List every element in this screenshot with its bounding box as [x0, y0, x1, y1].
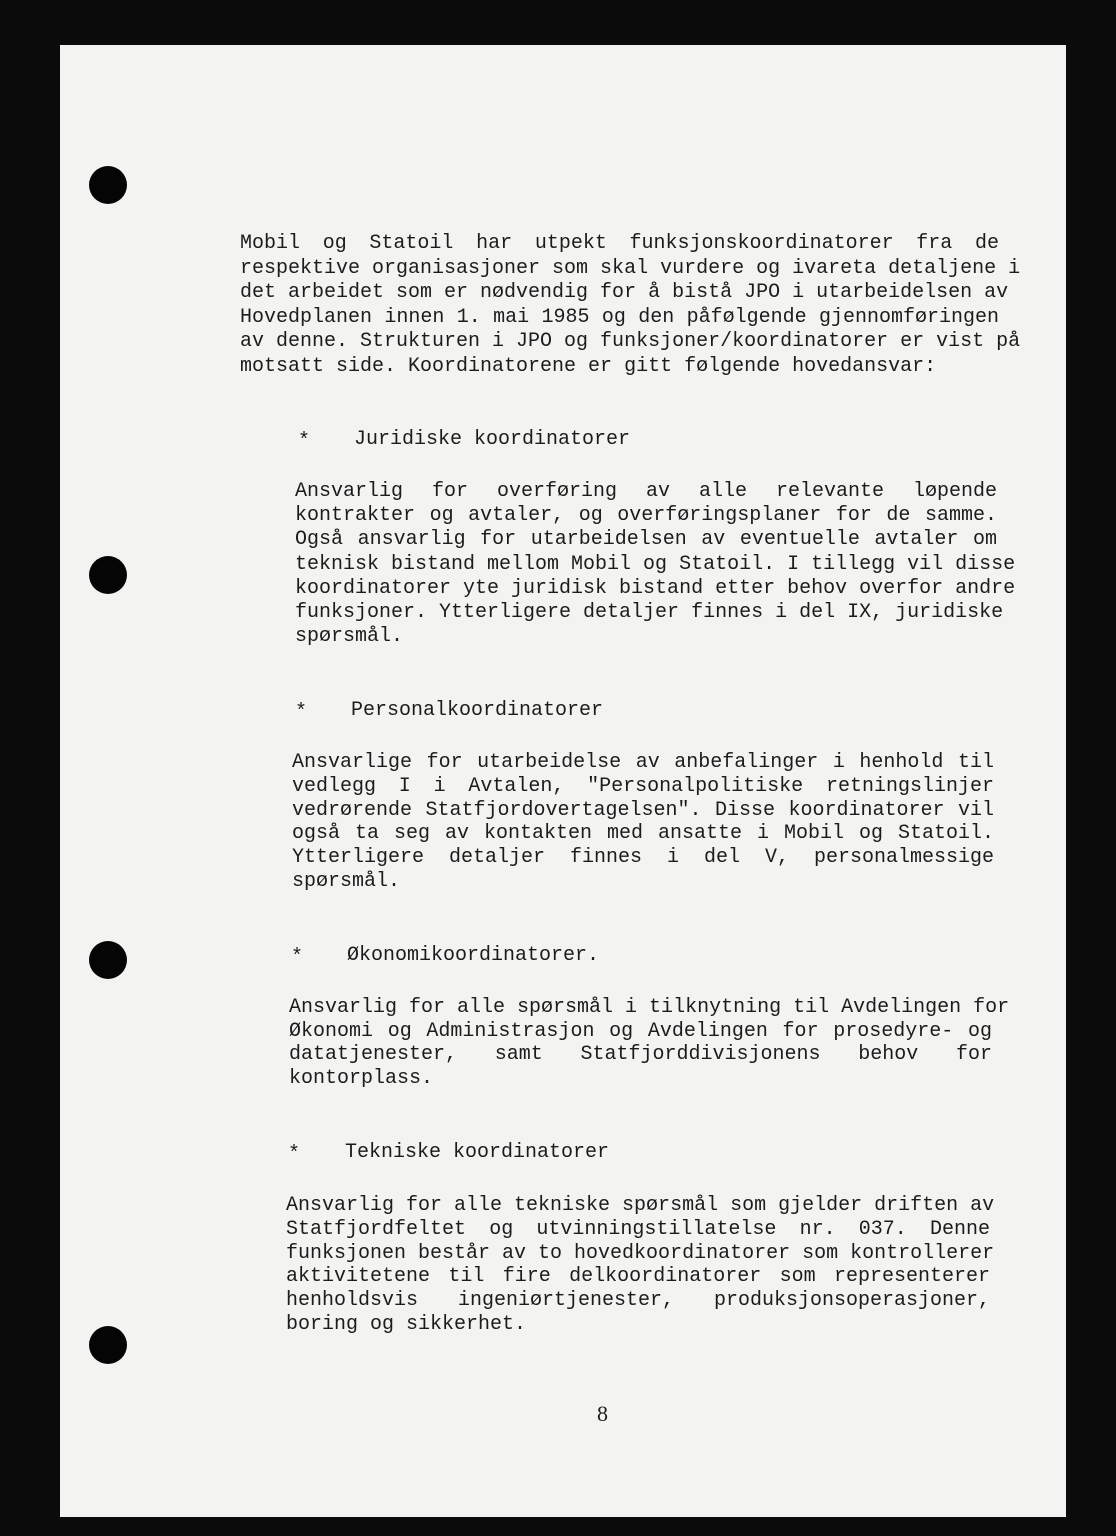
bullet-star-icon: *: [295, 701, 308, 724]
section-heading: Tekniske koordinatorer: [345, 1141, 610, 1164]
section-paragraph-line: koordinatorer yte juridisk bistand etter behov overfor andre: [295, 576, 1016, 600]
section-paragraph-line: datatjenester, samt Statfjorddivisjonens behov for: [289, 1043, 992, 1067]
section-paragraph-line: funksjonen består av to hovedkoordinatorer som kontrollerer: [286, 1241, 995, 1265]
section-paragraph-line: spørsmål.: [292, 870, 401, 893]
section-heading: Juridiske koordinatorer: [354, 428, 631, 451]
intro-paragraph-line: motsatt side. Koordinatorene er gitt følgende hovedansvar:: [240, 355, 937, 378]
section-paragraph-line: Ansvarlig for overføring av alle relevante løpende: [295, 480, 997, 503]
section-paragraph-line: henholdsvis ingeniørtjenester, produksjonsoperasjoner,: [286, 1289, 990, 1313]
section-paragraph-line: vedlegg I i Avtalen, "Personalpolitiske retningslinjer: [292, 774, 994, 798]
intro-paragraph-line: det arbeidet som er nødvendig for å bistå JPO i utarbeidelsen av: [240, 281, 1009, 305]
section-paragraph-line: Ytterligere detaljer finnes i del V, personalmessige: [292, 846, 994, 870]
punch-hole: [89, 941, 127, 979]
section-heading: Personalkoordinatorer: [351, 699, 604, 722]
section-paragraph-line: funksjoner. Ytterligere detaljer finnes i del IX, juridiske: [295, 601, 1004, 624]
section-paragraph-line: Også ansvarlig for utarbeidelsen av eventuelle avtaler om: [295, 528, 997, 552]
intro-paragraph-line: Mobil og Statoil har utpekt funksjonskoordinatorer fra de: [240, 232, 999, 255]
page-number: 8: [597, 1401, 608, 1426]
section-paragraph-line: Ansvarlig for alle spørsmål i tilknytning til Avdelingen for: [289, 996, 1010, 1019]
intro-paragraph-line: av denne. Strukturen i JPO og funksjoner/koordinatorer er vist på: [240, 330, 1021, 354]
section-paragraph-line: teknisk bistand mellom Mobil og Statoil. I tillegg vil disse: [295, 552, 1016, 576]
section-paragraph-line: aktivitetene til fire delkoordinatorer som representerer: [286, 1265, 990, 1289]
section-paragraph-line: kontorplass.: [289, 1066, 434, 1090]
intro-paragraph-line: Hovedplanen innen 1. mai 1985 og den påfølgende gjennomføringen: [240, 305, 999, 329]
bullet-star-icon: *: [291, 946, 304, 969]
section-paragraph-line: også ta seg av kontakten med ansatte i Mobil og Statoil.: [292, 822, 994, 846]
punch-hole: [89, 556, 127, 594]
punch-hole: [89, 1326, 127, 1364]
section-paragraph-line: spørsmål.: [295, 625, 404, 649]
section-paragraph-line: Ansvarlig for alle tekniske spørsmål som gjelder driften av: [286, 1194, 995, 1217]
bullet-star-icon: *: [288, 1143, 301, 1166]
section-paragraph-line: boring og sikkerhet.: [286, 1313, 527, 1336]
punch-hole: [89, 166, 127, 204]
section-paragraph-line: Økonomi og Administrasjon og Avdelingen for prosedyre- og: [289, 1019, 992, 1043]
intro-paragraph-line: respektive organisasjoner som skal vurdere og ivareta detaljene i: [240, 256, 1021, 280]
section-paragraph-line: kontrakter og avtaler, og overføringsplaner for de samme.: [295, 504, 997, 528]
section-paragraph-line: Ansvarlige for utarbeidelse av anbefalinger i henhold til: [292, 751, 994, 774]
section-paragraph-line: Statfjordfeltet og utvinningstillatelse nr. 037. Denne: [286, 1217, 990, 1241]
section-heading: Økonomikoordinatorer.: [347, 944, 600, 967]
section-paragraph-line: vedrørende Statfjordovertagelsen". Disse koordinatorer vil: [292, 798, 994, 822]
bullet-star-icon: *: [298, 430, 311, 453]
